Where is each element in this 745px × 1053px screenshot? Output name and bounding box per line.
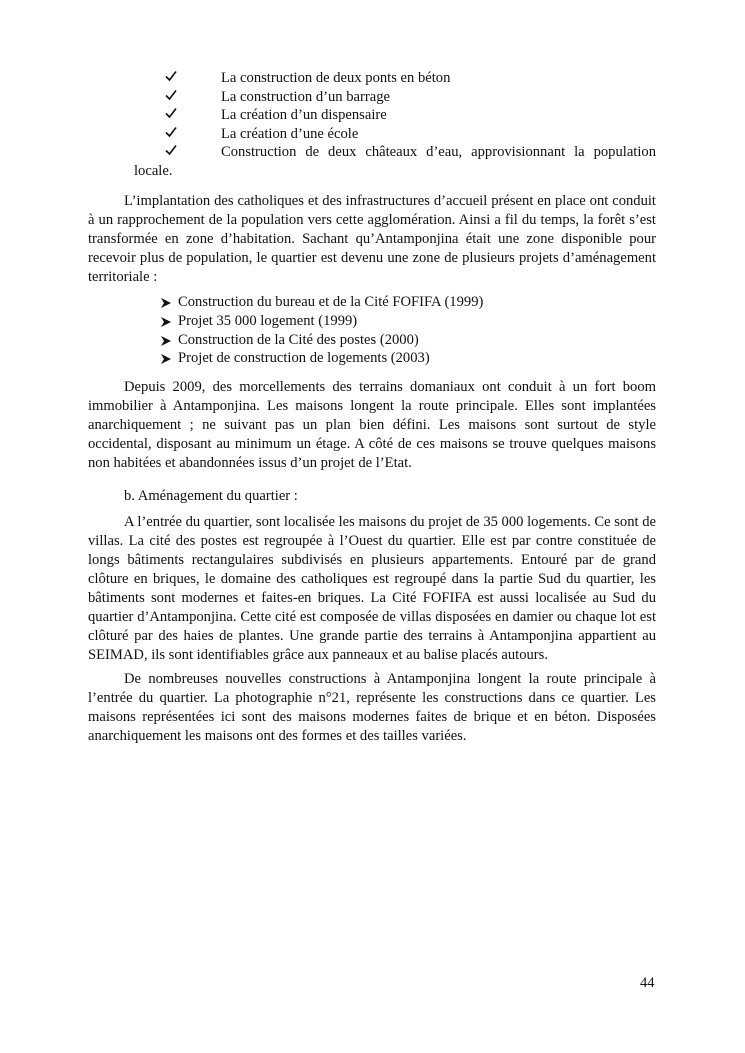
paragraph: L’implantation des catholiques et des infrastructures d’accueil présent en place ont conduit à un rapprochement de la population vers cette agglomération. Ainsi a fil du temps, la forêt s’est transformée en zone d’habitation. Sachant qu’Antamponjina était une zone disponible pour recevoir plus de population, le quartier est devenu une zone de plusieurs projets d’aménagement territoriale : [88,193,656,285]
list-item [0,143,745,181]
list-item-text: La création d’un dispensaire [221,107,387,123]
list-item [0,125,745,144]
checkmark-icon [164,106,182,124]
list-item-text: Projet 35 000 logement (1999) [178,312,358,329]
paragraph: De nombreuses nouvelles constructions à Antamponjina longent la route principale à l’entrée du quartier. La photographie n°21, représente les constructions dans ce quartier. Les maisons représentées ici sont des maisons modernes faites de brique et en béton. Disposées anarchiquement les maisons ont des formes et des tailles variées. [88,671,656,744]
list-item-text: Projet de construction de logements (2003) [178,350,430,367]
list-item-text: La création d’une école [221,125,359,142]
projects-list [0,293,745,368]
list-item-text: Construction du bureau et de la Cité FOFIFA (1999) [178,294,484,310]
list-item-text: La construction d’un barrage [221,88,390,105]
checkmark-icon [164,69,182,87]
list-item [0,349,745,368]
list-item [0,312,745,331]
paragraph: A l’entrée du quartier, sont localisée les maisons du projet de 35 000 logements. Ce sont de villas. La cité des postes est regroupée à l’Ouest du quartier. Elle est par contre constituée de longs bâtiments rectangulaires subdivisés en plusieurs appartements. Entouré par de grand clôture en briques, le domaine des catholiques est regroupé dans la partie Sud du quartier, les bâtiments sont modernes et faites-en briques. La Cité FOFIFA est aussi localisée au Sud du quartier d’Antamponjina. Cette cité est composée de villas disposées en damier ou chaque lot est clôturé par des haies de plantes. Une grande partie des terrains à Antamponjina appartient au SEIMAD, ils sont identifiables grâce aux panneaux et au balise placés autours. [88,514,656,663]
list-item-text: La construction de deux ponts en béton [221,70,451,86]
arrowhead-bullet-icon [160,352,172,371]
list-item [0,331,745,350]
checkmark-icon [164,88,182,106]
checkmark-icon [164,143,182,161]
page-number: 44 [640,975,655,991]
paragraph: Depuis 2009, des morcellements des terrains domaniaux ont conduit à un fort boom immobilier à Antamponjina. Les maisons longent la route principale. Elles sont implantées anarchiquement ; ne suivant pas un plan bien défini. Les maisons sont surtout de style occidental, disposant au minimum un étage. A côté de ces maisons se trouve quelques maisons non habitées et abandonnées issus d’un projet de l’Etat. [88,379,656,471]
list-item-text: Construction de la Cité des postes (2000) [178,331,419,348]
list-item [0,88,745,107]
list-item-text-continuation: locale. [134,162,173,179]
list-item [0,293,745,312]
list-item [0,69,745,88]
list-item [0,106,745,125]
section-subheading: b. Aménagement du quartier : [124,488,298,504]
checkmark-icon [164,125,182,143]
checklist [0,69,745,181]
list-item-text: Construction de deux châteaux d’eau, approvisionnant la population [221,144,656,160]
